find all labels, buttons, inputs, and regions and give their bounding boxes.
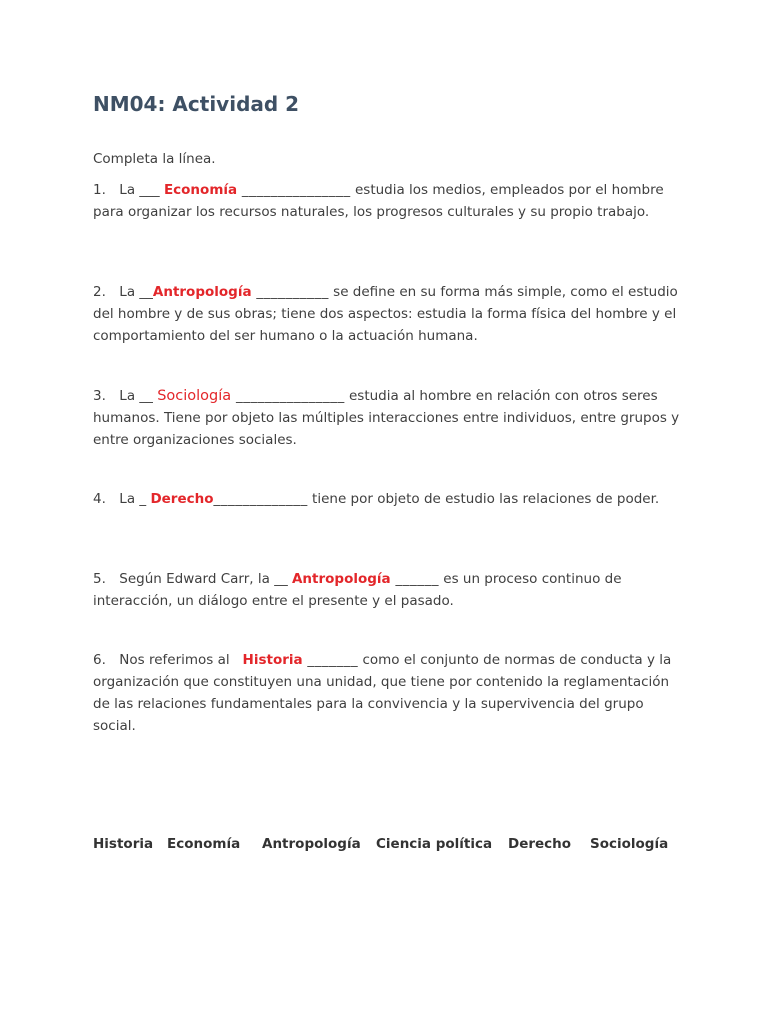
answer-text: Antropología <box>152 284 252 300</box>
answer-blank: _______ <box>302 652 359 668</box>
question-body: se define en su forma más simple, como el estudio del hombre y de sus obras; tiene dos aspectos: estudia la forma física del hombre y el comportamiento del ser humano o la actuación humana. <box>93 284 678 344</box>
answer-blank: _______________ <box>231 388 345 404</box>
question-number: 4. <box>93 491 106 507</box>
answer-blank: _______________ <box>237 182 351 198</box>
question-body: como el conjunto de normas de conducta y la organización que constituyen una unidad, que tiene por contenido la reglamentación de las relaciones fundamentales para la convivencia y la supervivencia del grupo social. <box>93 652 672 734</box>
question-number: 5. <box>93 571 106 587</box>
word-bank-item: Antropología <box>262 836 361 852</box>
question-2 <box>93 281 683 347</box>
question-lead: Según Edward Carr, la __ <box>119 571 292 587</box>
answer-text: Economía <box>163 182 238 198</box>
question-lead: La __ <box>119 284 153 300</box>
question-5 <box>93 568 683 612</box>
question-4 <box>93 488 683 510</box>
instruction-text: Completa la línea. <box>93 151 216 167</box>
question-1 <box>93 179 683 223</box>
answer-blank: ______ <box>390 571 439 587</box>
answer-text: Historia <box>242 652 303 668</box>
question-body: estudia al hombre en relación con otros seres humanos. Tiene por objeto las múltiples interacciones entre individuos, entre grupos y entre organizaciones sociales. <box>93 388 680 448</box>
word-bank-item: Sociología <box>590 836 669 852</box>
word-bank-item: Ciencia política <box>376 836 493 852</box>
question-number: 6. <box>93 652 106 668</box>
question-6 <box>93 649 683 737</box>
answer-text: Sociología <box>157 388 232 404</box>
answer-text: Antropología <box>291 571 391 587</box>
word-bank-item: Economía <box>167 836 241 852</box>
question-lead: La __ <box>119 388 158 404</box>
answer-blank: __________ <box>251 284 329 300</box>
question-body: estudia los medios, empleados por el hombre para organizar los recursos naturales, los progresos culturales y su propio trabajo. <box>93 182 664 220</box>
question-number: 3. <box>93 388 106 404</box>
question-lead: Nos referimos al <box>119 652 243 668</box>
question-body: tiene por objeto de estudio las relaciones de poder. <box>307 491 660 507</box>
word-bank-item: Derecho <box>508 836 572 852</box>
question-lead: La ___ <box>119 182 164 198</box>
word-bank <box>93 836 683 856</box>
word-bank-item: Historia <box>93 836 154 852</box>
question-number: 2. <box>93 284 106 300</box>
page-title: NM04: Actividad 2 <box>93 92 300 116</box>
question-body: es un proceso continuo de interacción, un diálogo entre el presente y el pasado. <box>93 571 622 609</box>
question-3 <box>93 385 683 451</box>
answer-text: Derecho <box>150 491 214 507</box>
question-number: 1. <box>93 182 106 198</box>
answer-blank: _____________ <box>213 491 308 507</box>
question-lead: La _ <box>119 491 151 507</box>
